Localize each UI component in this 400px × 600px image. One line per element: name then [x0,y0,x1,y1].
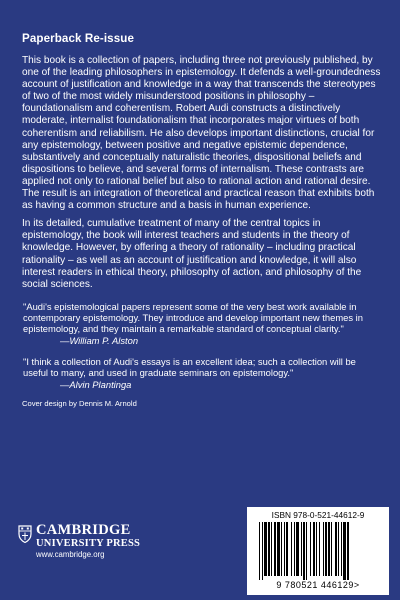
edition-heading: Paperback Re-issue [22,32,134,45]
cover-design-credit: Cover design by Dennis M. Arnold [22,398,137,408]
quote-alston: "Audi's epistemological papers represent some of the very best work available in contemporary epistemology. They introduce and develop important new themes in epistemology, and they maintain a remarkable standard of conceptual clarity." [23,300,363,335]
barcode-bar [331,522,332,576]
barcode-bar [310,522,311,576]
publisher-url: www.cambridge.org [36,550,105,559]
footer [0,505,400,600]
barcode-bar [277,522,280,576]
isbn-text: ISBN 978-0-521-44612-9 [271,510,365,520]
barcode-bar [296,522,299,576]
barcode-bar [319,522,320,576]
barcode-bar [341,522,342,576]
barcode-bar [313,522,315,576]
barcode-bar [281,522,282,576]
barcode-bar [303,522,305,580]
barcode-digits-text: 9 780521 446129 [276,580,354,590]
barcode-bar [262,522,263,580]
barcode-bar [328,522,330,576]
barcode-bar [323,522,324,576]
barcode-bar [291,522,292,576]
barcode-bar [259,522,260,580]
barcode-bar [286,522,288,576]
barcode-box [247,507,389,595]
barcode-bar [325,522,327,576]
cambridge-shield-icon [18,525,32,543]
barcode-digits [247,580,389,590]
barcode-bar [316,522,317,576]
quote-alston-author: —William P. Alston [60,334,139,346]
barcode-bar [335,522,337,576]
barcode-bar [274,522,276,576]
description-paragraph-1: This book is a collection of papers, including three not previously published, by one of the leading philosophers in epistemology. It defends a well-groundedness account of justification and knowledge in a way that transcends the stereotypes of two of the most widely misunderstood positions in philosophy – foundationalism and coherentism. Robert Audi constructs a distinctively moderate, internalist foundationalism that incorporates major virtues of both coherentism and reliabilism. He also develops important distinctions, crucial for any epistemology, between positive and negative epistemic dependence, substantively and conceptually naturalistic theories, dispositional beliefs and dispositions to believe, and several forms of internalism. These contrasts are applied not only to rational belief but also to rational action and rational desire. The result is an integration of theoretical and practical reason that exhibits both as having a common structure and a basis in human experience. [22,55,381,212]
barcode-bar [338,522,339,576]
quote-plantinga: "I think a collection of Audi's essays is an excellent idea; such a collection will be useful to many, and used in graduate seminars on epistemology." [23,355,356,379]
barcode-bar [306,522,307,580]
barcode-bar [343,522,346,580]
barcode-bar [347,522,349,580]
barcode-bar [268,522,270,576]
barcode-bar [294,522,295,576]
quote-plantinga-author: —Alvin Plantinga [60,378,132,390]
publisher-subname: UNIVERSITY PRESS [36,538,141,549]
barcode-bar [284,522,285,576]
barcode-addon: > [353,580,360,590]
description-paragraph-2: In its detailed, cumulative treatment of many of the central topics in epistemology, the book will interest teachers and students in the theory of knowledge. However, by offering a theory of rationality – including practical rationality – as well as an account of justification and knowledge, it will also interest readers in ethical theory, philosophy of action, and philosophy of the social sciences. [22,218,362,290]
barcode-bars [259,522,377,580]
publisher-name: CAMBRIDGE [36,522,131,538]
publisher-logo [36,523,140,560]
barcode-bar [301,522,302,576]
barcode-bar [271,522,272,576]
barcode-bar [264,522,267,576]
